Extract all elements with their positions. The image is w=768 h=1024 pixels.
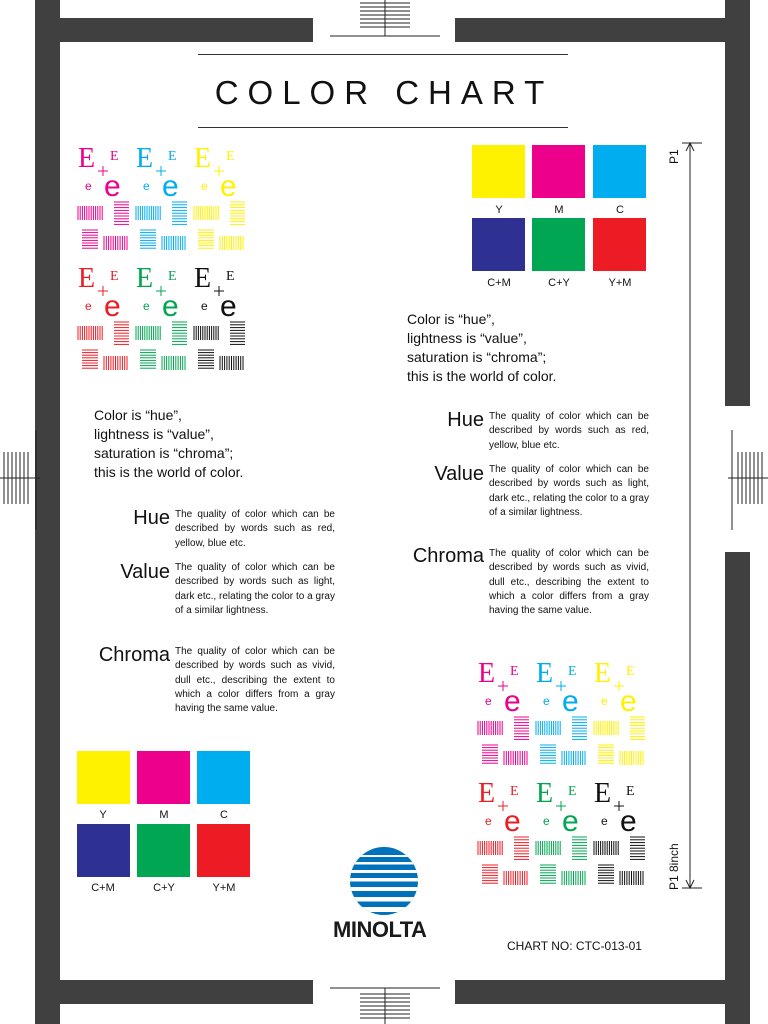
definition-chroma: The quality of color which can be described by words such as vivid, dull etc., describing the extent to which a color differs from a gray having the same value. <box>175 646 335 715</box>
swatch-label: M <box>159 809 169 821</box>
definition-hue: The quality of color which can be described by words such as red, yellow, blue etc. <box>489 411 649 451</box>
term-value: Value <box>434 463 484 485</box>
test-glyph: e <box>562 685 579 718</box>
intro-text-right <box>407 310 556 386</box>
swatch-ym <box>593 218 646 271</box>
definition-hue: The quality of color which can be described by words such as red, yellow, blue etc. <box>175 509 335 549</box>
test-pattern-svg <box>76 140 256 380</box>
swatch-ym <box>197 824 250 877</box>
intro-line: saturation is “chroma”; <box>94 445 234 461</box>
registration-mark-right <box>728 430 768 530</box>
swatch-group-top-right <box>470 145 660 295</box>
swatch-y <box>472 145 525 198</box>
test-glyph: e <box>543 694 550 708</box>
swatch-label: Y <box>495 204 503 216</box>
test-glyph: e <box>104 290 121 323</box>
test-glyph: e <box>485 814 492 828</box>
test-glyph: E <box>568 784 577 799</box>
intro-text-left <box>94 406 243 482</box>
term-hue: Hue <box>133 507 170 529</box>
frame-bottom-bar-right <box>455 980 750 1004</box>
test-glyph: e <box>485 694 492 708</box>
intro-line: Color is “hue”, <box>94 407 182 423</box>
dimension-label-bottom: P1 8inch <box>667 843 681 890</box>
definition-chroma: The quality of color which can be described by words such as vivid, dull etc., describing the extent to which a color differs from a gray having the same value. <box>489 548 649 617</box>
term-hue: Hue <box>447 409 484 431</box>
definition-value: The quality of color which can be described by words such as light, dark etc., relating the color to a gray of a similar lightness. <box>489 464 649 518</box>
test-cell <box>594 778 645 885</box>
test-glyph: E <box>568 664 577 679</box>
term-chroma: Chroma <box>412 545 484 567</box>
swatch-m <box>137 751 190 804</box>
test-cell <box>536 778 587 885</box>
test-glyph: e <box>620 805 637 838</box>
frame-right-bar-bottom <box>725 552 750 1024</box>
test-glyph: E <box>194 143 212 174</box>
test-glyph: e <box>220 170 237 203</box>
test-pattern-svg <box>476 655 656 895</box>
test-glyph: E <box>478 778 496 809</box>
intro-line: saturation is “chroma”; <box>407 349 547 365</box>
frame-top-bar-right <box>455 18 750 42</box>
title-rule-bottom <box>198 127 568 128</box>
term-chroma: Chroma <box>98 644 170 666</box>
minolta-logo-icon <box>346 845 422 917</box>
swatch-cy <box>532 218 585 271</box>
test-glyph: e <box>601 694 608 708</box>
swatch-label: C+Y <box>548 277 570 289</box>
registration-mark-bottom <box>330 984 440 1024</box>
intro-line: lightness is “value”, <box>407 330 527 346</box>
test-glyph: e <box>201 299 208 313</box>
test-glyph: e <box>601 814 608 828</box>
test-glyph: E <box>536 658 554 689</box>
test-pattern-left <box>76 140 256 380</box>
page-title: COLOR CHART <box>214 74 554 111</box>
test-cell <box>594 658 645 765</box>
test-glyph: E <box>536 778 554 809</box>
test-cell <box>136 143 187 250</box>
test-cell <box>478 778 529 885</box>
swatch-label: Y+M <box>608 277 632 289</box>
swatch-y <box>77 751 130 804</box>
frame-top-bar-left <box>35 18 313 42</box>
intro-line: this is the world of color. <box>407 368 557 384</box>
swatch-c <box>593 145 646 198</box>
test-glyph: E <box>510 784 519 799</box>
test-glyph: e <box>104 170 121 203</box>
swatch-label: Y+M <box>212 882 236 894</box>
swatch-label: C+M <box>91 882 115 894</box>
test-glyph: E <box>78 263 96 294</box>
test-glyph: E <box>136 263 154 294</box>
intro-line: Color is “hue”, <box>407 311 495 327</box>
intro-line: lightness is “value”, <box>94 426 214 442</box>
test-glyph: e <box>85 299 92 313</box>
test-glyph: e <box>543 814 550 828</box>
swatch-label: C+M <box>487 277 511 289</box>
test-glyph: e <box>143 179 150 193</box>
test-glyph: E <box>510 664 519 679</box>
title-rule-top <box>198 54 568 55</box>
test-glyph: E <box>136 143 154 174</box>
test-cell <box>78 263 129 370</box>
test-glyph: E <box>168 149 177 164</box>
frame-right-bar-top <box>725 0 750 406</box>
swatch-cm <box>472 218 525 271</box>
swatch-cy <box>137 824 190 877</box>
test-glyph: e <box>85 179 92 193</box>
test-glyph: e <box>162 170 179 203</box>
test-glyph: E <box>110 149 119 164</box>
dimension-arrow <box>680 140 704 892</box>
test-glyph: E <box>594 658 612 689</box>
swatch-label: M <box>554 204 564 216</box>
registration-mark-top <box>330 0 440 40</box>
test-glyph: e <box>220 290 237 323</box>
swatch-cm <box>77 824 130 877</box>
swatch-c <box>197 751 250 804</box>
test-glyph: e <box>201 179 208 193</box>
term-value: Value <box>120 561 170 583</box>
chart-number: CHART NO: CTC-013-01 <box>507 939 642 953</box>
registration-mark-left <box>0 430 40 530</box>
test-glyph: e <box>504 685 521 718</box>
test-glyph: E <box>626 784 635 799</box>
test-glyph: e <box>162 290 179 323</box>
swatch-label: Y <box>99 809 107 821</box>
swatch-label: C <box>616 204 624 216</box>
test-glyph: E <box>478 658 496 689</box>
test-cell <box>194 263 245 370</box>
test-glyph: E <box>594 778 612 809</box>
test-cell <box>78 143 129 250</box>
dimension-label-top: P1 <box>667 149 681 164</box>
test-glyph: E <box>168 269 177 284</box>
test-glyph: E <box>626 664 635 679</box>
test-pattern-right <box>476 655 656 895</box>
test-glyph: E <box>226 269 235 284</box>
test-glyph: e <box>562 805 579 838</box>
test-cell <box>136 263 187 370</box>
definition-value: The quality of color which can be described by words such as light, dark etc., relating the color to a gray of a similar lightness. <box>175 562 335 616</box>
frame-bottom-bar-left <box>35 980 313 1004</box>
swatch-m <box>532 145 585 198</box>
test-cell <box>536 658 587 765</box>
test-glyph: E <box>110 269 119 284</box>
test-glyph: E <box>194 263 212 294</box>
test-glyph: E <box>226 149 235 164</box>
test-glyph: E <box>78 143 96 174</box>
test-glyph: e <box>504 805 521 838</box>
test-glyph: e <box>143 299 150 313</box>
test-cell <box>478 658 529 765</box>
swatch-group-bottom-left <box>76 750 266 900</box>
intro-line: this is the world of color. <box>94 464 244 480</box>
test-glyph: e <box>620 685 637 718</box>
brand-wordmark: MINOLTA <box>333 917 427 942</box>
test-cell <box>194 143 245 250</box>
swatch-label: C <box>220 809 228 821</box>
swatch-label: C+Y <box>153 882 175 894</box>
